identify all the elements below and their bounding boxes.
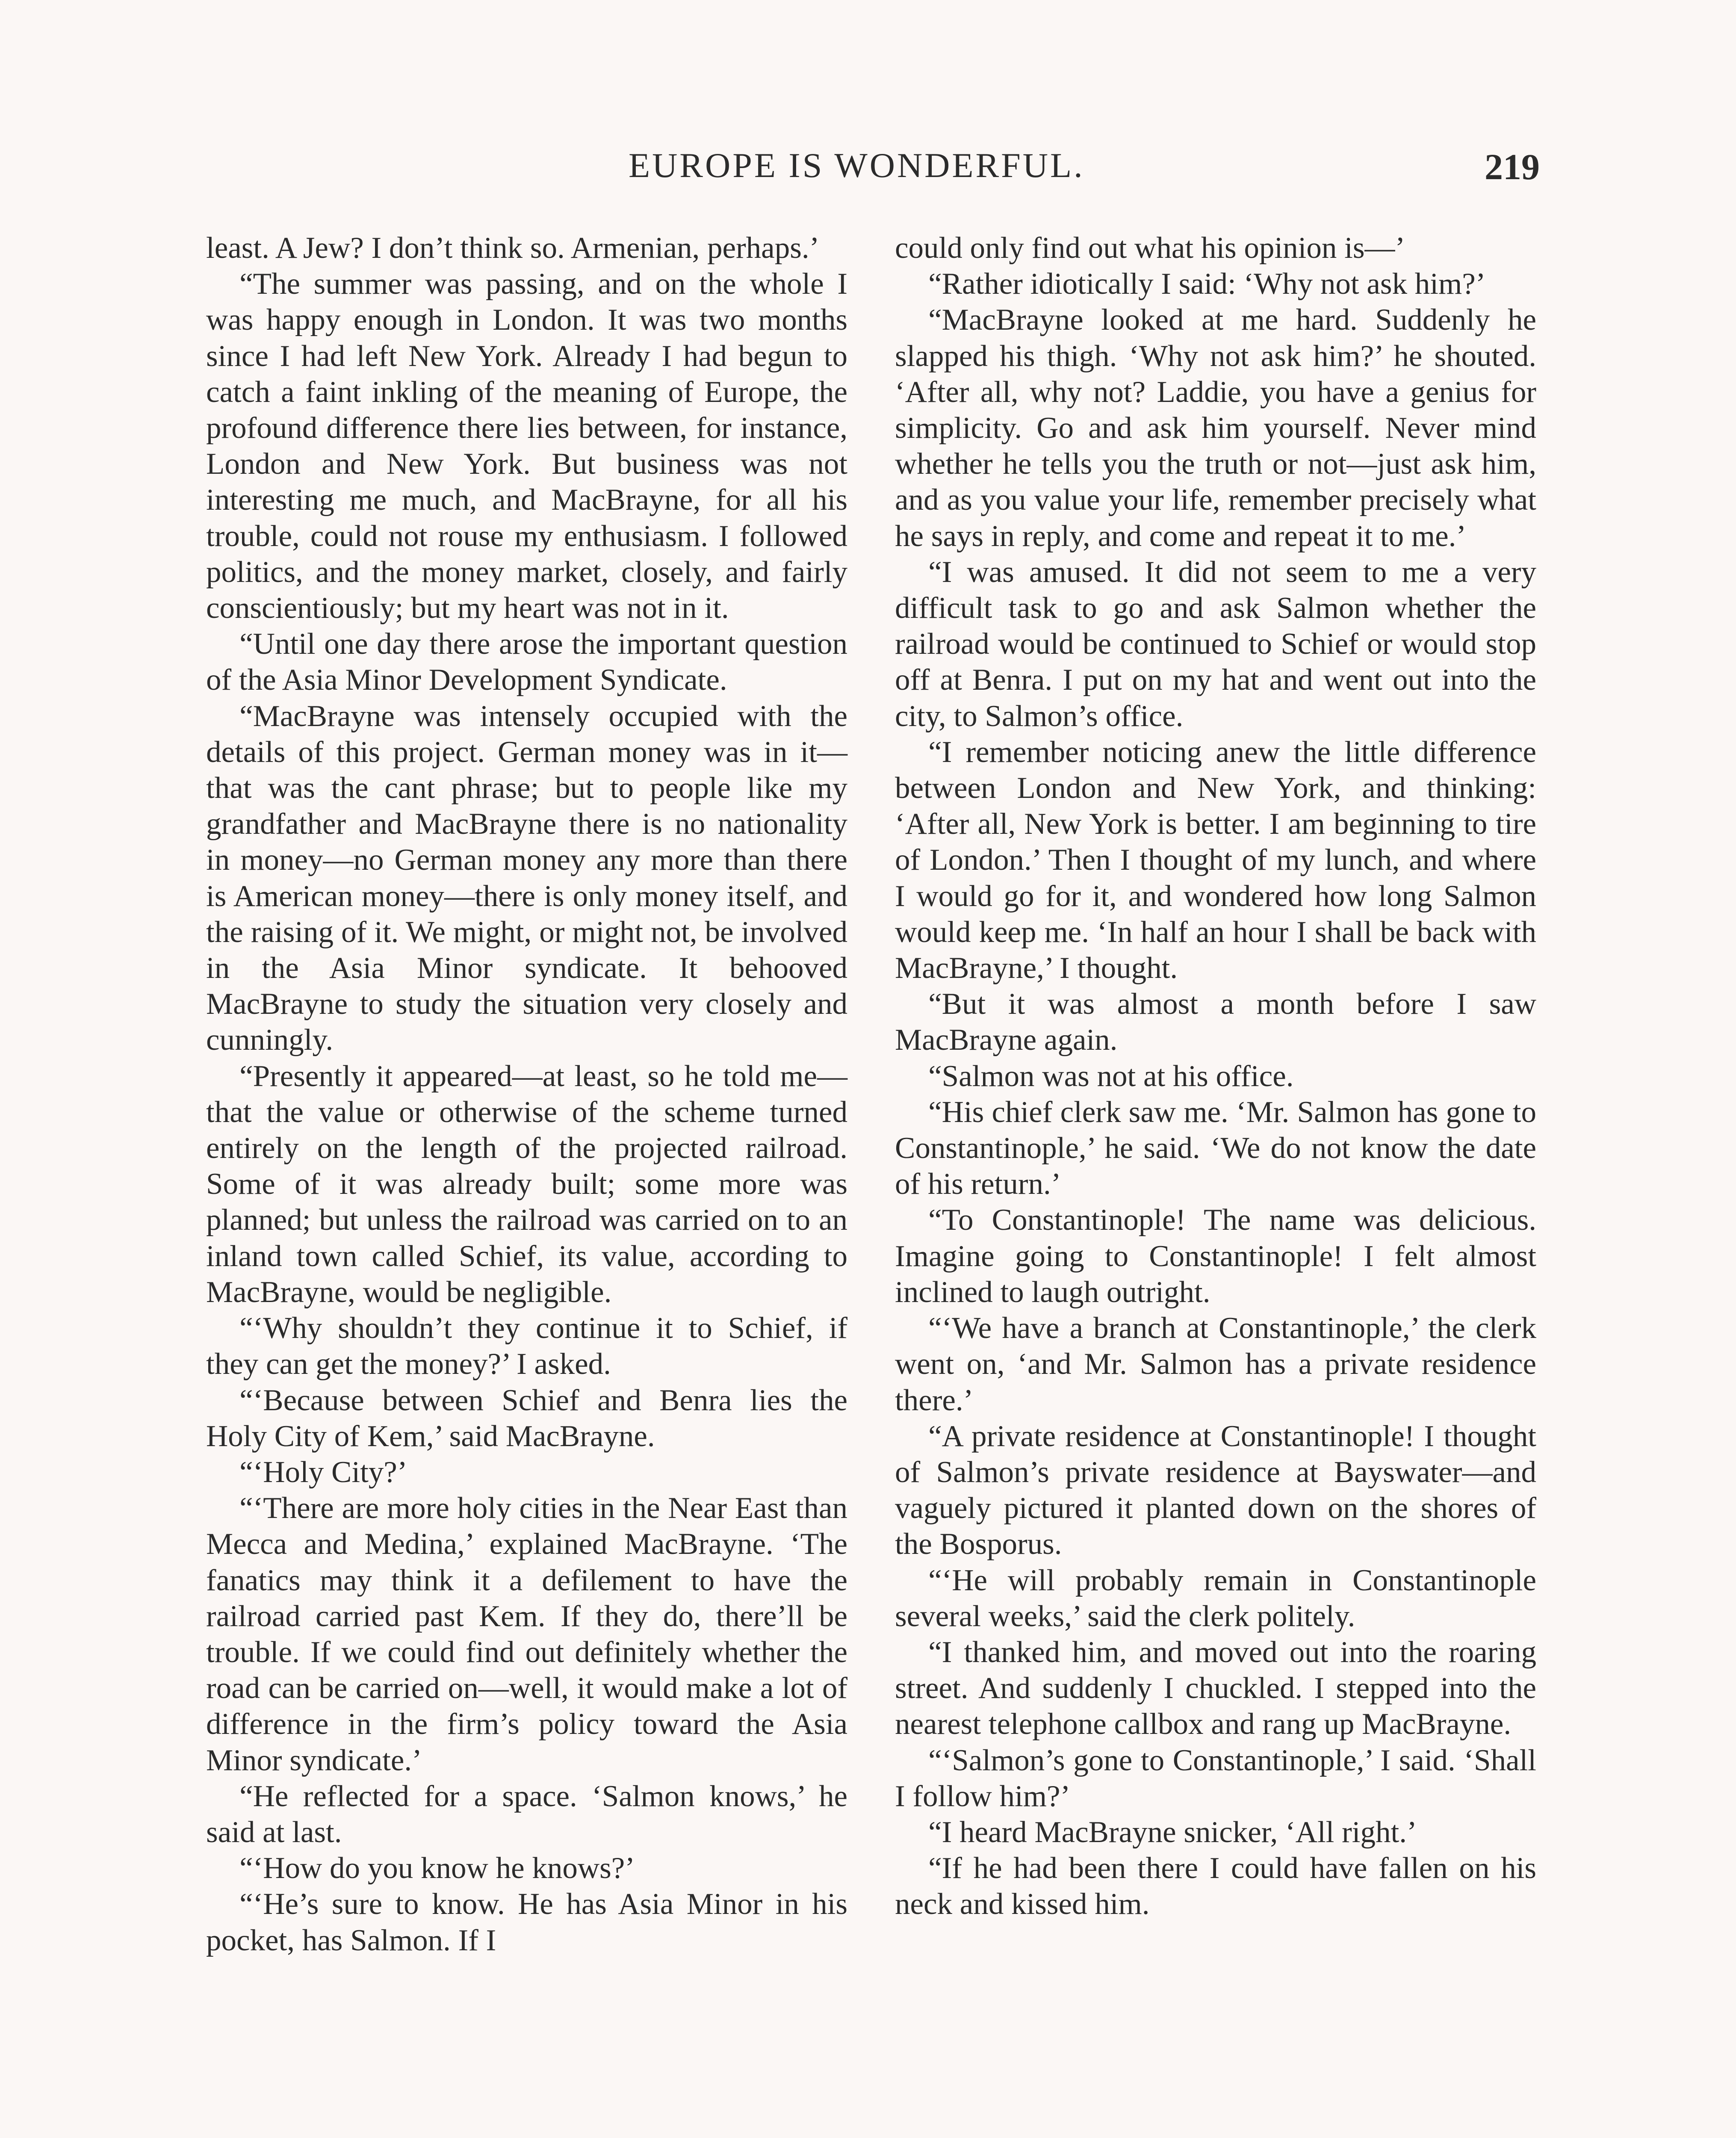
paragraph: “I thanked him, and moved out into the roaring street. And suddenly I chuckled. I stepped into the nearest telephone callbox and rang up MacBrayne.: [895, 1635, 1536, 1741]
left-column: [206, 230, 847, 1958]
paragraph: “But it was almost a month before I saw MacBrayne again.: [895, 987, 1536, 1057]
right-column: [895, 230, 1536, 1922]
paragraph: “A private residence at Constantinople! I thought of Salmon’s private residence at Bayswater—and vaguely pictured it planted down on the shores of the Bosporus.: [895, 1419, 1536, 1561]
page-number: 219: [1485, 146, 1540, 187]
paragraph: “‘There are more holy cities in the Near East than Mecca and Medina,’ explained MacBrayne. ‘The fanatics may think it a defilement to have the railroad carried past Kem. If they do, there’ll be trouble. If we could find out definitely whether the road can be carried on—well, it would make a lot of difference in the firm’s policy toward the Asia Minor syndicate.’: [206, 1491, 847, 1777]
paragraph: “To Constantinople! The name was delicious. Imagine going to Constantinople! I felt almost inclined to laugh outright.: [895, 1203, 1536, 1309]
paragraph: “‘Why shouldn’t they continue it to Schief, if they can get the money?’ I asked.: [206, 1311, 847, 1381]
paragraph: “His chief clerk saw me. ‘Mr. Salmon has gone to Constantinople,’ he said. ‘We do not know the date of his return.’: [895, 1095, 1536, 1201]
paragraph: “I was amused. It did not seem to me a very difficult task to go and ask Salmon whether the railroad would be continued to Schief or would stop off at Benra. I put on my hat and went out into the city, to Salmon’s office.: [895, 555, 1536, 733]
paragraph: “Until one day there arose the important question of the Asia Minor Development Syndicate.: [206, 627, 847, 697]
paragraph: “Rather idiotically I said: ‘Why not ask him?’: [928, 267, 1486, 301]
paragraph: “I heard MacBrayne snicker, ‘All right.’: [928, 1815, 1417, 1849]
paragraph: “He reflected for a space. ‘Salmon knows,’ he said at last.: [206, 1779, 847, 1849]
paragraph: “MacBrayne looked at me hard. Suddenly he slapped his thigh. ‘Why not ask him?’ he shouted. ‘After all, why not? Laddie, you have a genius for simplicity. Go and ask him yourself. Never mind whether he tells you the truth or not—just ask him, and as you value your life, remember precisely what he says in reply, and come and repeat it to me.’: [895, 303, 1536, 553]
paragraph: “‘Salmon’s gone to Constantinople,’ I said. ‘Shall I follow him?’: [895, 1743, 1536, 1813]
paragraph: least. A Jew? I don’t think so. Armenian, perhaps.’: [206, 231, 820, 265]
paragraph: “‘He will probably remain in Constantinople several weeks,’ said the clerk politely.: [895, 1563, 1536, 1633]
paragraph: “Salmon was not at his office.: [928, 1059, 1294, 1093]
paragraph: could only find out what his opinion is—’: [895, 231, 1405, 265]
paragraph: “The summer was passing, and on the whole I was happy enough in London. It was two months since I had left New York. Already I had begun to catch a faint inkling of the meaning of Europe, the profound difference there lies between, for instance, London and New York. But business was not interesting me much, and MacBrayne, for all his trouble, could not rouse my enthusiasm. I followed politics, and the money market, closely, and fairly conscientiously; but my heart was not in it.: [206, 267, 847, 625]
paragraph: “Presently it appeared—at least, so he told me—that the value or otherwise of the scheme turned entirely on the length of the projected railroad. Some of it was already built; some more was planned; but unless the railroad was carried on to an inland town called Schief, its value, according to MacBrayne, would be negligible.: [206, 1059, 847, 1309]
page-header: [0, 145, 1736, 197]
paragraph: “‘Holy City?’: [239, 1455, 407, 1489]
paragraph: “If he had been there I could have fallen on his neck and kissed him.: [895, 1852, 1536, 1921]
paragraph: “‘We have a branch at Constantinople,’ the clerk went on, ‘and Mr. Salmon has a private residence there.’: [895, 1311, 1536, 1417]
paragraph: “I remember noticing anew the little difference between London and New York, and thinking: ‘After all, New York is better. I am beginning to tire of London.’ Then I thought of my lunch, and where I would go for it, and wondered how long Salmon would keep me. ‘In half an hour I shall be back with MacBrayne,’ I thought.: [895, 735, 1536, 985]
paragraph: “‘How do you know he knows?’: [239, 1852, 635, 1885]
paragraph: “‘He’s sure to know. He has Asia Minor in his pocket, has Salmon. If I: [206, 1887, 847, 1957]
paragraph: “‘Because between Schief and Benra lies the Holy City of Kem,’ said MacBrayne.: [206, 1383, 847, 1453]
running-title: EUROPE IS WONDERFUL.: [629, 146, 1085, 185]
paragraph: “MacBrayne was intensely occupied with the details of this project. German money was in it—that was the cant phrase; but to people like my grandfather and MacBrayne there is no nationality in money—no German money any more than there is American money—there is only money itself, and the raising of it. We might, or might not, be involved in the Asia Minor syndicate. It behooved MacBrayne to study the situation very closely and cunningly.: [206, 699, 847, 1057]
